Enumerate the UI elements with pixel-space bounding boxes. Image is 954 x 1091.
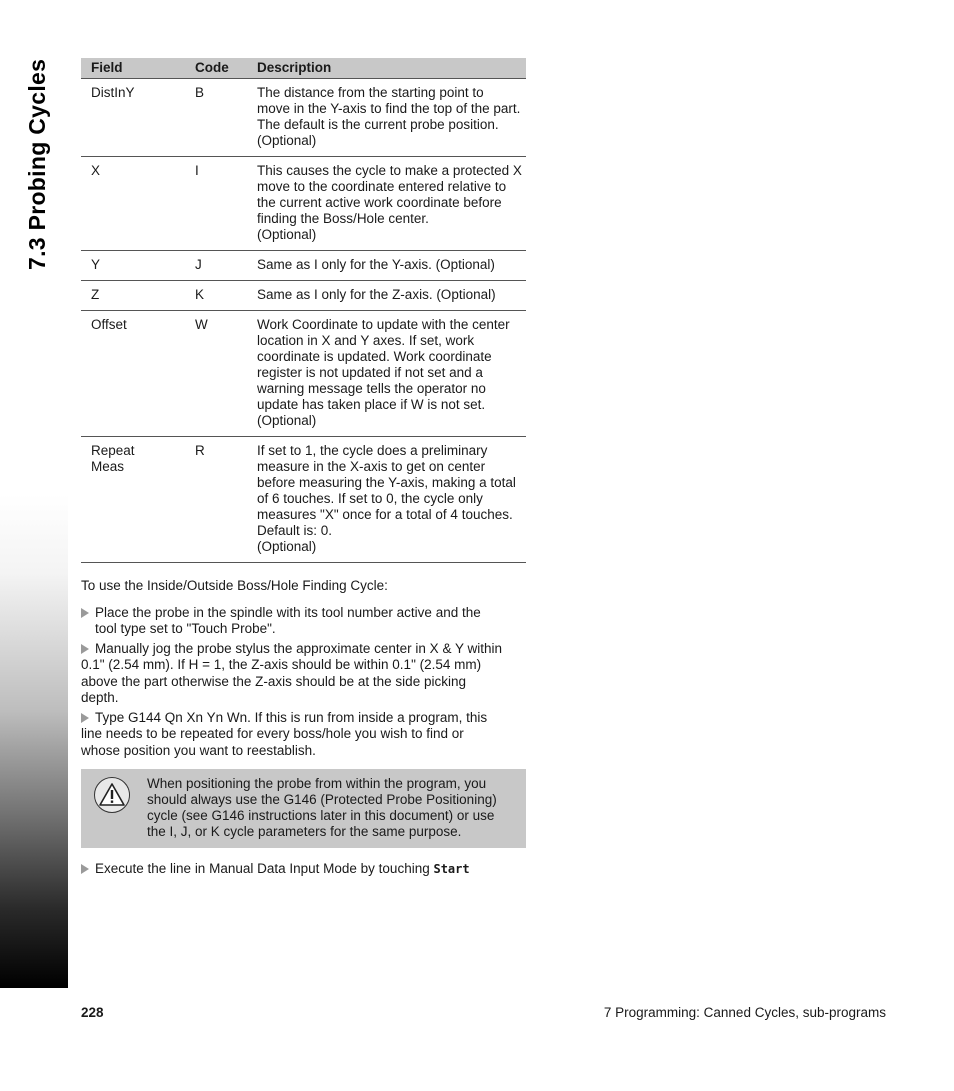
desc-line: (Optional) xyxy=(257,133,317,148)
instruction-step xyxy=(81,641,526,706)
step-line: depth. xyxy=(81,689,119,705)
table-header-row xyxy=(81,58,526,79)
field-line: Offset xyxy=(91,317,127,332)
desc-line: move in the Y-axis to find the top of the part. xyxy=(257,101,521,116)
desc-line: finding the Boss/Hole center. xyxy=(257,211,429,226)
cell-code: W xyxy=(185,311,247,437)
step-line: Place the probe in the spindle with its tool number active and the xyxy=(95,605,481,620)
instruction-step xyxy=(81,605,526,638)
field-line: DistInY xyxy=(91,85,135,100)
note-line: should always use the G146 (Protected Probe Positioning) xyxy=(147,792,497,807)
field-line: X xyxy=(91,163,101,178)
desc-line: move to the coordinate entered relative to xyxy=(257,179,507,194)
desc-line: coordinate is updated. Work coordinate xyxy=(257,349,492,364)
table-row xyxy=(81,157,526,251)
desc-line: register is not updated if not set and a xyxy=(257,365,483,380)
warning-icon xyxy=(94,777,130,813)
note-line: When positioning the probe from within the program, you xyxy=(147,776,487,791)
header-description: Description xyxy=(247,58,526,79)
note-line: the I, J, or K cycle parameters for the same purpose. xyxy=(147,824,462,839)
desc-line: This causes the cycle to make a protected X xyxy=(257,163,522,178)
triangle-right-icon xyxy=(81,864,89,874)
cell-description xyxy=(247,79,526,157)
step-line: whose position you want to reestablish. xyxy=(81,742,316,758)
desc-line: Same as I only for the Y-axis. (Optional) xyxy=(257,257,495,272)
parameter-table xyxy=(81,58,526,563)
table-row xyxy=(81,437,526,563)
note-line: cycle (see G146 instructions later in this document) or use xyxy=(147,808,495,823)
cell-field xyxy=(81,281,185,311)
chapter-title: 7 Programming: Canned Cycles, sub-programs xyxy=(603,1005,886,1020)
triangle-right-icon xyxy=(81,713,89,723)
table-row xyxy=(81,311,526,437)
step-text: Execute the line in Manual Data Input Mode by touching xyxy=(95,861,434,876)
desc-line: of 6 touches. If set to 0, the cycle only xyxy=(257,491,483,506)
cell-code: K xyxy=(185,281,247,311)
cell-code: J xyxy=(185,251,247,281)
warning-note xyxy=(81,769,526,848)
desc-line: before measuring the Y-axis, making a total xyxy=(257,475,516,490)
cell-description xyxy=(247,437,526,563)
table-row xyxy=(81,281,526,311)
field-line: Z xyxy=(91,287,100,302)
triangle-right-icon xyxy=(81,608,89,618)
step-line: above the part otherwise the Z-axis should be at the side picking xyxy=(81,673,466,689)
table-row xyxy=(81,251,526,281)
intro-text: To use the Inside/Outside Boss/Hole Finding Cycle: xyxy=(81,578,388,593)
table-row xyxy=(81,79,526,157)
desc-line: (Optional) xyxy=(257,539,317,554)
step-line: line needs to be repeated for every boss/hole you wish to find or xyxy=(81,726,464,742)
start-key-label: Start xyxy=(433,862,470,876)
step-line: Type G144 Qn Xn Yn Wn. If this is run from inside a program, this xyxy=(95,710,488,725)
desc-line: update has taken place if W is not set. xyxy=(257,397,486,412)
header-field: Field xyxy=(81,58,185,79)
cell-code: R xyxy=(185,437,247,563)
cell-description xyxy=(247,281,526,311)
desc-line: location in X and Y axes. If set, work xyxy=(257,333,475,348)
instruction-step xyxy=(81,710,526,759)
section-title: 7.3 Probing Cycles xyxy=(24,58,50,270)
step-line: Manually jog the probe stylus the approximate center in X & Y within xyxy=(95,641,502,656)
page-number: 228 xyxy=(81,1005,104,1020)
desc-line: Default is: 0. xyxy=(257,523,333,538)
desc-line: (Optional) xyxy=(257,413,317,428)
header-code: Code xyxy=(185,58,247,79)
desc-line: Same as I only for the Z-axis. (Optional) xyxy=(257,287,496,302)
cell-field xyxy=(81,311,185,437)
field-line: Y xyxy=(91,257,101,272)
cell-code: B xyxy=(185,79,247,157)
desc-line: The default is the current probe position. xyxy=(257,117,499,132)
desc-line: the current active work coordinate before xyxy=(257,195,502,210)
step-line: 0.1" (2.54 mm). If H = 1, the Z-axis should be within 0.1" (2.54 mm) xyxy=(81,657,482,673)
desc-line: Work Coordinate to update with the center xyxy=(257,317,510,332)
instruction-step xyxy=(81,861,526,877)
desc-line: The distance from the starting point to xyxy=(257,85,484,100)
cell-description xyxy=(247,311,526,437)
cell-description xyxy=(247,251,526,281)
desc-line: If set to 1, the cycle does a preliminary xyxy=(257,443,488,458)
cell-description xyxy=(247,157,526,251)
step-line: tool type set to "Touch Probe". xyxy=(95,621,276,637)
cell-code: I xyxy=(185,157,247,251)
note-text xyxy=(147,776,522,840)
triangle-right-icon xyxy=(81,644,89,654)
cell-field xyxy=(81,79,185,157)
field-line: Repeat xyxy=(91,443,135,458)
cell-field xyxy=(81,251,185,281)
desc-line: measures "X" once for a total of 4 touches. xyxy=(257,507,513,522)
field-line: Meas xyxy=(91,459,125,474)
cell-field xyxy=(81,157,185,251)
desc-line: measure in the X-axis to get on center xyxy=(257,459,486,474)
desc-line: (Optional) xyxy=(257,227,317,242)
desc-line: warning message tells the operator no xyxy=(257,381,486,396)
cell-field xyxy=(81,437,185,563)
